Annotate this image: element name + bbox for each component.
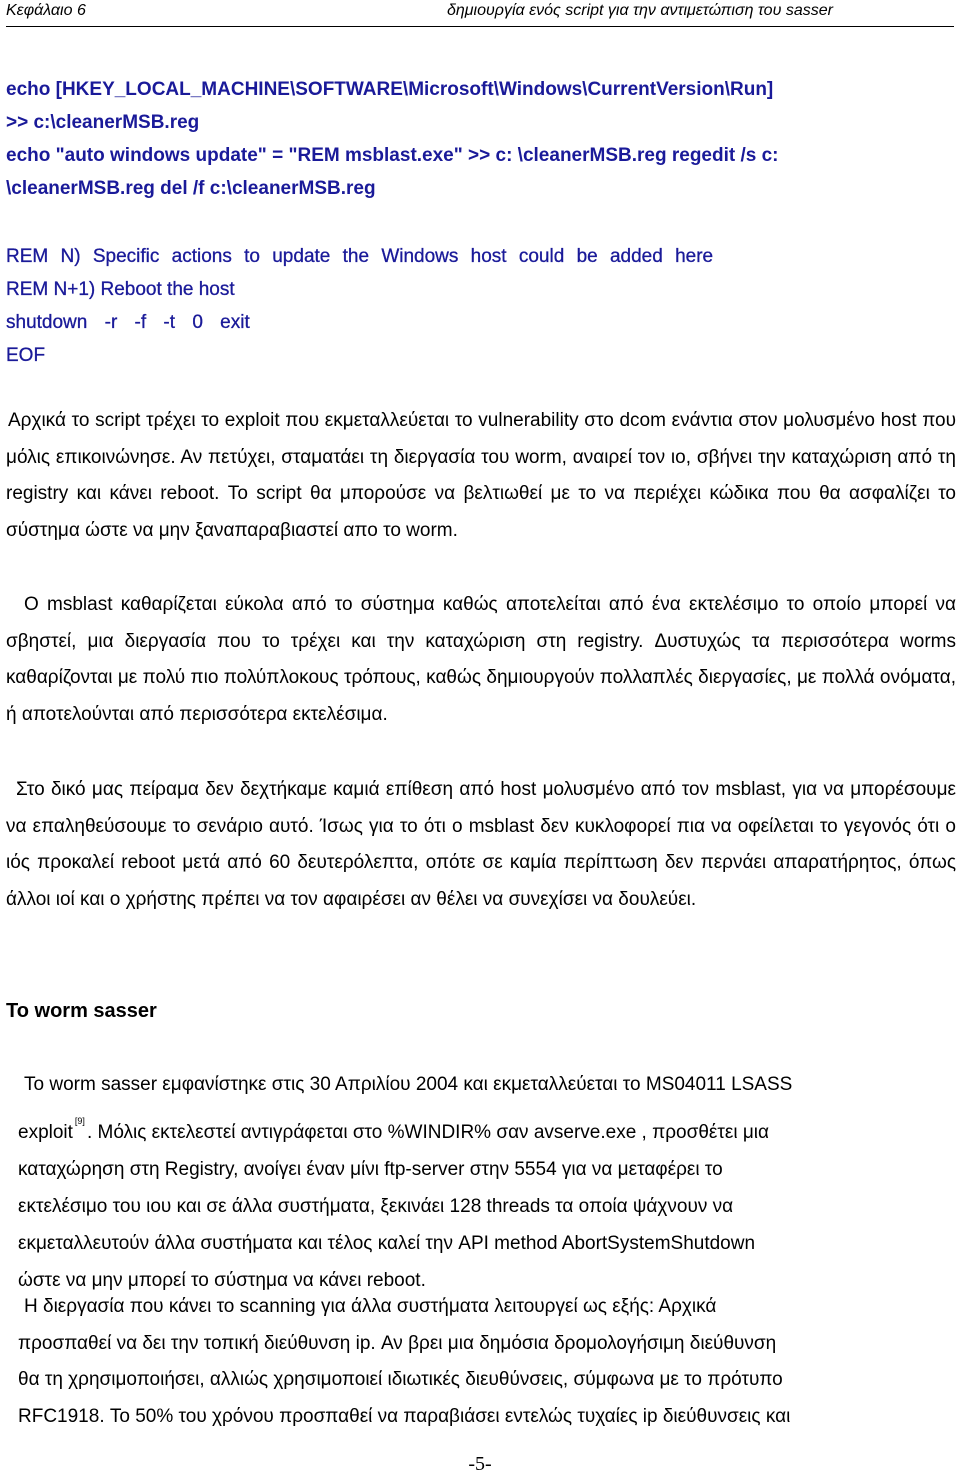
page-number: -5-: [468, 1453, 492, 1475]
code-line: echo "auto windows update" = "REM msblast.exe" >> c: \cleanerMSB.reg regedit /s c:: [6, 145, 779, 166]
text-line: Η διεργασία που κάνει το scanning για άλλα συστήματα λειτουργεί ως εξής: Αρχικά: [24, 1296, 717, 1317]
chapter-label: Κεφάλαιο 6: [6, 2, 86, 19]
citation-reference[interactable]: [9]: [74, 1116, 85, 1126]
code-line: >> c:\cleanerMSB.reg: [6, 112, 200, 133]
code-line: REM N+1) Reboot the host: [6, 279, 235, 300]
text-line: εκτελέσιμο του ιου και σε άλλα συστήματα, ξεκινάει 128 threads τα οποία ψάχνουν να: [18, 1196, 734, 1217]
text-segment: exploit: [18, 1122, 73, 1143]
code-line: REM N) Specific actions to update the Windows host could be added here: [6, 246, 714, 267]
page-header: [6, 0, 954, 22]
header-title: δημιουργία ενός script για την αντιμετώπιση του sasser: [447, 2, 833, 19]
text-line: ώστε να μην μπορεί το σύστημα να κάνει reboot.: [18, 1270, 426, 1291]
text-segment: . Μόλις εκτελεστεί αντιγράφεται στο %WINDIR% σαν avserve.exe , προσθέτει μια: [86, 1122, 769, 1143]
text-line: To worm sasser εμφανίστηκε στις 30 Απριλίου 2004 και εκμεταλλεύεται το MS04011 LSASS: [24, 1074, 793, 1095]
code-line: \cleanerMSB.reg del /f c:\cleanerMSB.reg: [6, 178, 376, 199]
paragraph-experiment: Στο δικό μας πείραμα δεν δεχτήκαμε καμιά επίθεση από host μολυσμένο από τον msblast, για να μπορέσουμε να επαληθεύσουμε το σενάριο αυτό. Ίσως για το ότι ο msblast δεν κυκλοφορεί πια να οφείλεται το γεγονός ότι ο ιός προκαλεί reboot μετά από 60 δευτερόλεπτα, οπότε σε καμία περίπτωση δεν περνάει απαρατήρητος, όπως άλλοι ιοί και ο χρήστης πρέπει να τον αφαιρέσει αν θέλει να συνεχίσει να δουλεύει.: [6, 779, 956, 910]
code-line: echo [HKEY_LOCAL_MACHINE\SOFTWARE\Microsoft\Windows\CurrentVersion\Run]: [6, 79, 774, 100]
paragraph-msblast-cleanup: Ο msblast καθαρίζεται εύκολα από το σύστημα καθώς αποτελείται από ένα εκτελέσιμο το οποίο μπορεί να σβηστεί, μια διεργασία που το τρέχει και την καταχώριση στη registry. Δυστυχώς τα περισσότερα worms καθαρίζονται με πολύ πιο πολύπλοκους τρόπους, καθώς δημιουργούν πολλαπλές διεργασίες, με πολλά ονόματα, ή αποτελούνται από περισσότερα εκτελέσιμα.: [6, 594, 956, 725]
code-line: EOF: [6, 345, 46, 366]
text-line: θα τη χρησιμοποιήσει, αλλιώς χρησιμοποιεί ιδιωτικές διευθύνσεις, σύμφωνα με το πρότυπο: [18, 1369, 783, 1391]
code-line: shutdown -r -f -t 0 exit: [6, 312, 250, 333]
text-line: προσπαθεί να δει την τοπική διεύθυνση ip. Αν βρει μια δημόσια δρομολογήσιμη διεύθυνση: [18, 1332, 777, 1354]
code-block-registry: [6, 73, 954, 205]
text-line: RFC1918. Το 50% του χρόνου προσπαθεί να παραβιάσει εντελώς τυχαίες ip διεύθυνσεις και: [18, 1405, 791, 1427]
section-title: To worm sasser: [6, 1000, 157, 1022]
paragraph-sasser-intro: [6, 1066, 956, 1299]
paragraph-exploit-description: Αρχικά το script τρέχει το exploit που εκμεταλλεύεται το vulnerability στο dcom ενάντια στον μολυσμένο host που μόλις επικοινώνησε. Αν πετύχει, σταματάει τη διεργασία του worm, αναιρεί τον ιο, σβήνει την καταχώριση από τη registry και κάνει reboot. Το script θα μπορούσε να βελτιωθεί με το να περιέχει κώδικα που θα ασφαλίζει το σύστημα ώστε να μην ξαναπαραβιαστεί απο το worm.: [6, 410, 956, 541]
text-line: εκμεταλλευτούν άλλα συστήματα και τέλος καλεί την API method AbortSystemShutdown: [18, 1233, 756, 1254]
text-line: [6, 1103, 956, 1151]
text-line: καταχώρηση στη Registry, ανοίγει έναν μίνι ftp-server στην 5554 για να μεταφέρει το: [18, 1159, 723, 1180]
paragraph-scanning-process: [6, 1289, 956, 1435]
code-block-reboot: [6, 240, 954, 372]
header-divider: [6, 26, 954, 27]
